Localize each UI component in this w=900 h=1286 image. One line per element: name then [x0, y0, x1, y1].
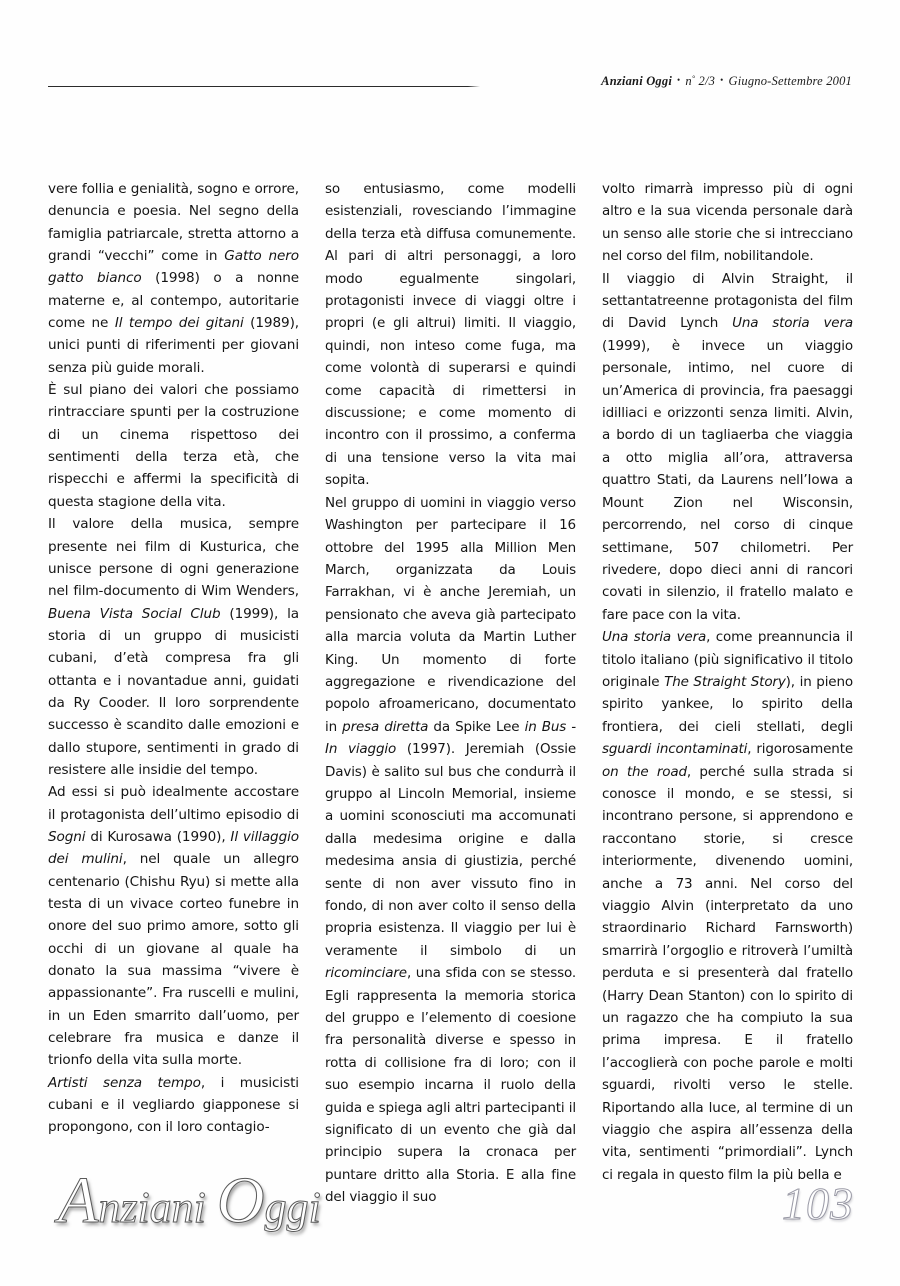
anziani-oggi-logo	[58, 1164, 321, 1248]
run-text: di Kurosawa (1990),	[85, 828, 231, 845]
header-bullet-1: •	[677, 75, 681, 85]
run-text: , rigorosamente	[747, 741, 853, 758]
paragraph: volto rimarrà impresso più di ogni altro e la sua vicenda personale darà un senso alle storie che si intrecciano nel corso del film, nobilitandole.	[602, 181, 853, 265]
run-text: (1998) o a nonne materne e, al contempo, autoritarie come ne	[48, 270, 300, 332]
running-head-text	[601, 74, 852, 89]
run-text: , una sfida con se stesso. Egli rappresenta la memoria storica del gruppo e l’elemento di coesione fra personalità diverse e spesso in rotta di collisione fra di loro; con il suo esempio incarna il ruolo della guida e spiega agli altri partecipanti il significato di un evento che già dal principio supera la cronaca per puntare dritto alla Storia. E alla fine del viaggio il suo	[325, 965, 576, 1206]
run-text: Il valore della musica, sempre presente nei film di Kusturica, che unisce persone di ogni generazione nel film-documento di Wim Wenders,	[48, 516, 299, 600]
run-text: , come preannuncia il titolo italiano (più significativo il titolo originale	[602, 629, 853, 690]
run-text: Il viaggio di Alvin Straight, il settantatreenne protagonista del film di David Lynch	[602, 270, 853, 332]
logo-initial-o: O	[216, 1164, 265, 1237]
run-text: da Spike Lee	[428, 718, 525, 735]
header-rule	[48, 86, 468, 87]
text-column-2	[325, 178, 576, 1206]
logo-initial-a: A	[58, 1164, 99, 1237]
run-text: vere follia e genialità, sogno e orrore, denuncia e poesia. Nel segno della famiglia patriarcale, stretta attorno a grandi “vecchi” come in	[48, 181, 299, 265]
run-text: (1997). Jeremiah (Ossie Davis) è salito sul bus che condurrà il gruppo al Lincoln Memorial, insieme a uomini sconosciuti ma accomunati dalla medesima origine e dalla medesima ansia di giustizia, perché sente di non aver vissuto fino in fondo, di non aver colto il senso della propria esistenza. Il viaggio per lui è veramente il simbolo di un	[325, 741, 576, 959]
logo-word-anziani: nziani	[98, 1183, 206, 1232]
run-text: (1999), è invece un viaggio personale, intimo, nel cuore di un’America di provincia, fra paesaggi idilliaci e orizzonti senza limiti. Alvin, a bordo di un tagliaerba che viaggia a otto miglia all’ora, attraversa quattro Stati, da Laurens nell’Iowa a Mount Zion nel Wisconsin, percorrendo, nel corso di cinque settimane, 507 chilometri. Per rivedere, dopo dieci anni di rancori covati in silenzio, il fratello malato e fare pace con la vita.	[602, 337, 853, 623]
paragraph	[602, 626, 853, 1186]
run-italic-film-title: Gatto nero gatto bianco	[48, 248, 299, 287]
text-column-3	[602, 178, 853, 1183]
page-footer	[0, 1164, 900, 1268]
run-text: (1989), unici punti di riferimenti per giovani senza più guide morali.	[48, 315, 299, 376]
run-text: Nel gruppo di uomini in viaggio verso Washington per partecipare il 16 ottobre del 1995 alla Million Men March, organizzata da Louis Farrakhan, vi è anche Jeremiah, un pensionato che aveva già partecipato alla marcia voluta da Martin Luther King. Un momento di forte aggregazione e rivendicazione del popolo afroamericano, documentato in	[325, 494, 576, 735]
issue-prefix: n	[685, 74, 692, 88]
run-italic-film-title: The Straight Story	[664, 673, 786, 690]
paragraph	[602, 268, 853, 627]
run-italic-emphasis: sguardi incontaminati	[602, 741, 748, 758]
paragraph	[48, 781, 299, 1071]
paragraph: È sul piano dei valori che possiamo rintracciare spunti per la costruzione di un cinema rispettoso dei sentimenti della terza età, che rispecchi e affermi la specificità di questa stagione della vita.	[48, 382, 299, 510]
journal-title: Anziani Oggi	[601, 74, 672, 88]
paragraph: so entusiasmo, come modelli esistenziali, rovesciando l’immagine della terza età diffusa comunemente. Al pari di altri personaggi, a loro modo egualmente singolari, protagonisti invece di viaggi oltre i propri (e gli altrui) limiti. Il viaggio, quindi, non inteso come fuga, ma come volontà di superarsi e quindi come capacità di rimettersi in discussione; e come momento di incontro con il prossimo, a conferma di una tensione verso la vita mai sopita.	[325, 181, 576, 489]
text-column-1	[48, 178, 300, 1136]
run-text: ), in pieno spirito yankee, lo spirito della frontiera, dei cieli stellati, degli	[602, 673, 853, 735]
run-italic-emphasis: presa diretta	[342, 718, 429, 735]
run-italic-film-title: Il tempo dei gitani	[114, 315, 244, 332]
paragraph	[48, 513, 299, 781]
page-number: 103	[782, 1178, 854, 1229]
paragraph	[48, 178, 299, 379]
issue-date: Giugno-Settembre 2001	[728, 74, 852, 88]
run-italic-film-title: Il villaggio dei mulini	[48, 828, 299, 868]
running-head	[48, 74, 852, 100]
run-text: Ad essi si può idealmente accostare il protagonista dell’ultimo episodio di	[48, 784, 299, 823]
run-italic-film-title: Sogni	[48, 828, 86, 845]
run-italic-film-title: Buena Vista Social Club	[48, 605, 221, 622]
degree-sign: °	[691, 74, 696, 83]
run-italic-film-title: in Bus - In viaggio	[325, 718, 576, 758]
header-bullet-2: •	[720, 75, 724, 85]
run-text: , perché sulla strada si conosce il mondo, e se stessi, si incontrano persone, si apprendono e raccontano storie, si cresce interiormente, divenendo uomini, anche a 73 anni. Nel corso del viaggio Alvin (interpretato da uno straordinario Richard Farnsworth) smarrirà l’orgoglio e ritroverà l’umiltà perduta e si presenterà dal fratello (Harry Dean Stanton) con lo spirito di un ragazzo che ha compiuto la sua prima impresa. E il fratello l’accoglierà con poche parole e molti sguardi, rivolti verso le stelle. Riportando alla luce, al termine di un viaggio che aspira all’essenza della vita, sentimenti “primordiali”. Lynch ci regala in questo film la più bella e	[602, 763, 853, 1183]
run-italic-film-title: Una storia vera	[732, 315, 853, 332]
issue-value: 2/3	[698, 74, 716, 88]
run-italic-film-title: Una storia vera	[602, 629, 707, 646]
run-italic-emphasis: on the road	[602, 763, 687, 780]
issue-number	[685, 74, 715, 88]
run-text: (1999), la storia di un gruppo di musicisti cubani, d’età compresa fra gli ottanta e i novantadue anni, guidati da Ry Cooder. Il loro sorprendente successo è scandito dalle emozioni e dallo stupore, sentimenti in grado di resistere alle insidie del tempo.	[48, 605, 299, 778]
paragraph	[48, 1072, 299, 1139]
logo-word-oggi: ggi	[264, 1183, 321, 1232]
run-text: , nel quale un allegro centenario (Chishu Ryu) si mette alla testa di un vivace corteo funebre in onore del suo primo amore, sotto gli occhi di un giovane al quale ha donato la sua massima “vivere è appassionante”. Fra ruscelli e mulini, in un Eden smarrito dall’uomo, per celebrare fra musica e danze il trionfo della vita sulla morte.	[48, 851, 299, 1069]
run-italic-film-title: Artisti senza tempo	[48, 1074, 201, 1091]
run-italic-emphasis: ricominciare	[325, 965, 407, 982]
run-text: , i musicisti cubani e il vegliardo giapponese si propongono, con il loro contagio-	[48, 1074, 299, 1136]
paragraph	[325, 492, 576, 1209]
